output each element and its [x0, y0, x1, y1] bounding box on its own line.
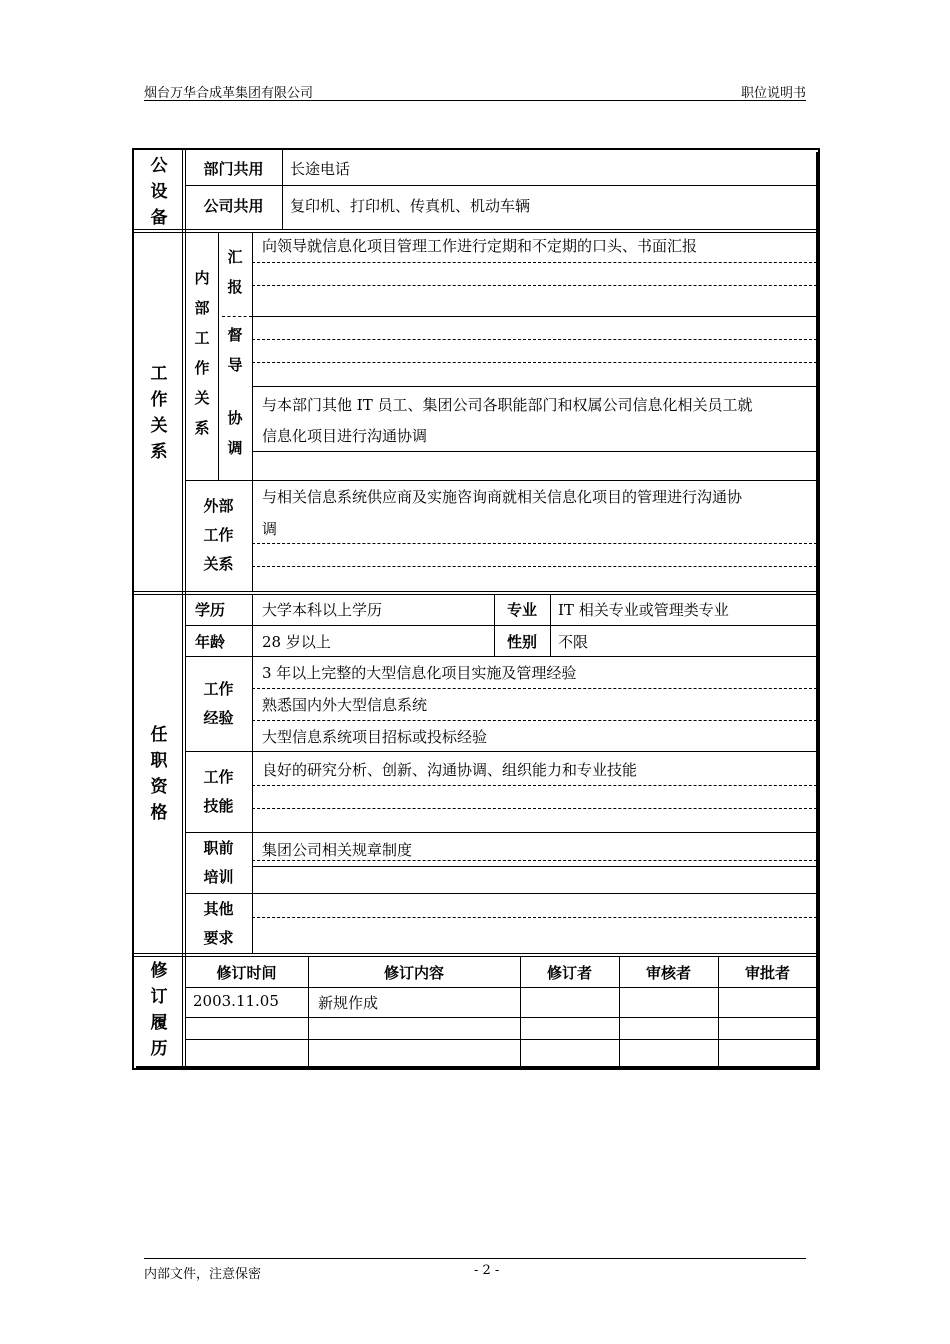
table-shadow-right: [816, 152, 819, 1068]
dept-equipment-label: 部门共用: [203, 160, 264, 178]
education-value: 大学本科以上学历: [262, 601, 383, 619]
skills-label: 工作 技能: [203, 768, 234, 815]
gender-label: 性别: [506, 633, 537, 651]
section-qualification-title: 任 职 资 格: [150, 725, 168, 823]
revision-header-content: 修订内容: [383, 964, 444, 982]
revision-header-approver: 审批者: [744, 964, 790, 982]
section-equipment-title: 公 设 备: [150, 156, 168, 228]
section-relations-title: 工 作 关 系: [150, 364, 168, 462]
revision-header-reviser: 修订者: [546, 964, 592, 982]
coordinate-label: 协 调: [227, 409, 243, 457]
report-text: 向领导就信息化项目管理工作进行定期和不定期的口头、书面汇报: [262, 237, 698, 255]
age-label: 年龄: [194, 633, 225, 651]
experience-label: 工作 经验: [203, 680, 234, 727]
company-equipment-value: 复印机、打印机、传真机、机动车辆: [290, 197, 531, 215]
document-type: 职位说明书: [740, 86, 806, 101]
revision-row-date: 2003.11.05: [193, 992, 279, 1010]
external-relations-label: 外部 工作 关系: [203, 497, 234, 573]
dept-equipment-value: 长途电话: [290, 160, 351, 178]
page-footer: [144, 1258, 806, 1282]
external-text-line1: 与相关信息系统供应商及实施咨询商就相关信息化项目的管理进行沟通协: [262, 488, 743, 506]
company-name: 烟台万华合成革集团有限公司: [144, 86, 314, 101]
internal-relations-label: 内 部 工 作 关 系: [194, 269, 210, 437]
age-value: 28 岁以上: [262, 633, 331, 651]
external-text-line2: 调: [262, 520, 278, 538]
revision-header-reviewer: 审核者: [645, 964, 691, 982]
section-revision-title: 修 订 履 历: [150, 961, 168, 1059]
company-equipment-label: 公司共用: [203, 197, 264, 215]
revision-row-content: 新规作成: [318, 994, 379, 1012]
page-header: [144, 80, 806, 101]
major-label: 专业: [506, 601, 537, 619]
table-shadow-bottom: [136, 1066, 819, 1069]
gender-value: 不限: [558, 633, 589, 651]
page-number: - 2 -: [474, 1263, 500, 1278]
confidential-note: 内部文件，注意保密: [144, 1267, 262, 1282]
experience-item: 大型信息系统项目招标或投标经验: [262, 728, 488, 746]
revision-header-time: 修订时间: [216, 964, 277, 982]
training-text: 集团公司相关规章制度: [262, 841, 413, 859]
training-label: 职前 培训: [203, 839, 234, 886]
skills-text: 良好的研究分析、创新、沟通协调、组织能力和专业技能: [262, 761, 638, 779]
coordinate-text-line2: 信息化项目进行沟通协调: [262, 427, 428, 445]
experience-item: 3 年以上完整的大型信息化项目实施及管理经验: [262, 664, 577, 682]
supervise-label: 督 导: [227, 326, 243, 374]
major-value: IT 相关专业或管理类专业: [558, 601, 729, 619]
experience-item: 熟悉国内外大型信息系统: [262, 696, 428, 714]
other-requirements-label: 其他 要求: [203, 900, 234, 947]
coordinate-text-line1: 与本部门其他 IT 员工、集团公司各职能部门和权属公司信息化相关员工就: [262, 396, 753, 414]
education-label: 学历: [194, 601, 225, 619]
report-label: 汇 报: [227, 248, 243, 296]
